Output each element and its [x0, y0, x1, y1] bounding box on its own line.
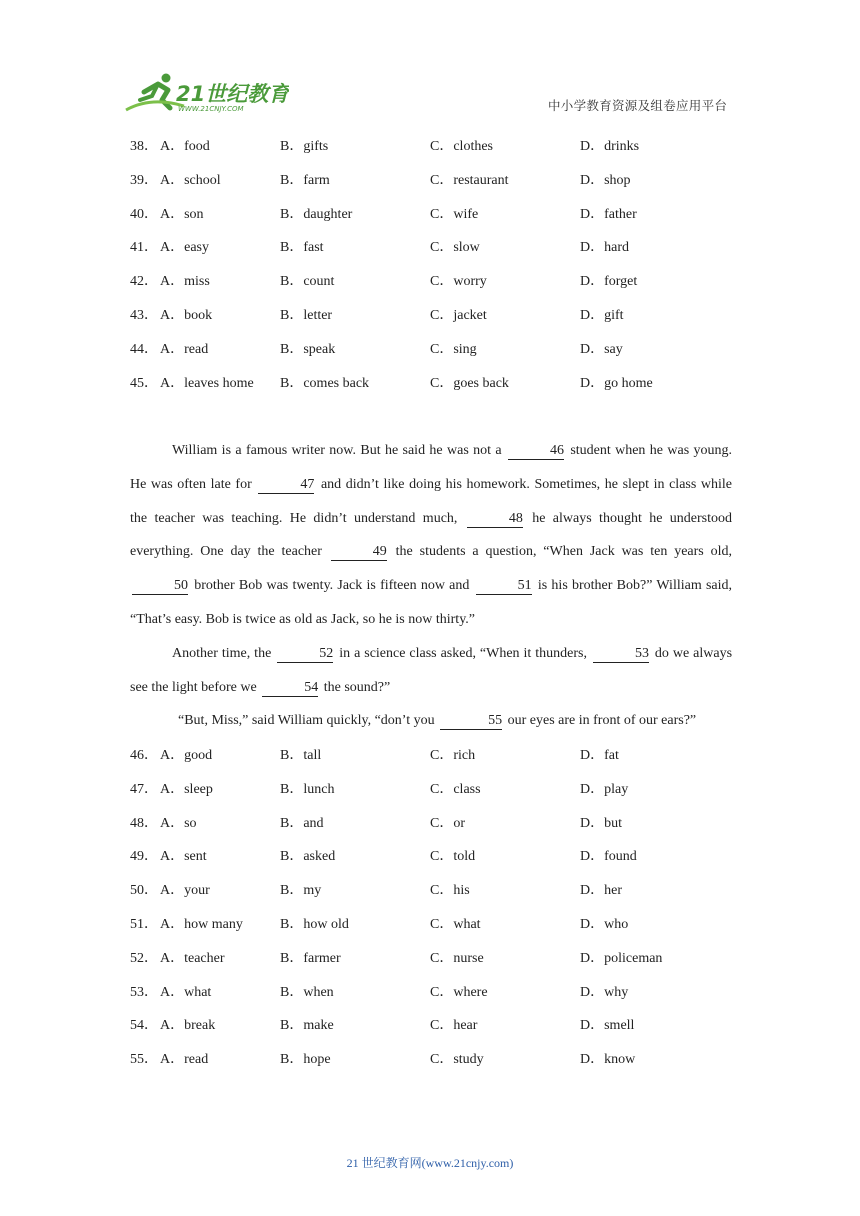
blank-46: 46: [508, 443, 564, 460]
passage-text: the students a question, “When Jack was ten years old,: [395, 544, 732, 560]
option-b: B．and: [280, 815, 324, 831]
passage-paragraph-3: [130, 704, 732, 738]
blank-49: 49: [331, 544, 387, 561]
passage-text: the sound?”: [323, 679, 391, 695]
question-row: [130, 942, 750, 976]
option-c: C．told: [430, 849, 476, 865]
question-row: [130, 807, 750, 841]
passage-text: brother Bob was twenty. Jack is fifteen now and: [194, 578, 470, 594]
question-number: 38．: [130, 139, 158, 154]
question-number: 53．: [130, 984, 158, 1000]
options-list-top: [130, 130, 750, 400]
passage-paragraph-2: [130, 637, 732, 705]
option-b: B．tall: [280, 748, 322, 763]
blank-51: 51: [476, 578, 532, 595]
option-c: C．clothes: [430, 139, 493, 154]
question-row: [130, 265, 750, 299]
option-b: B．speak: [280, 341, 336, 357]
question-row: [130, 198, 750, 232]
option-d: D．know: [580, 1052, 636, 1068]
option-c: C．study: [430, 1052, 484, 1068]
passage-paragraph-1: [130, 434, 732, 637]
option-c: C．sing: [430, 341, 477, 357]
option-d: D．why: [580, 984, 629, 1000]
passage-text: Another time, the: [172, 645, 272, 661]
logo-url: WWW.21CNJY.COM: [178, 105, 244, 113]
option-d: D．hard: [580, 240, 629, 256]
option-a: A．read: [160, 1052, 209, 1068]
option-d: D．found: [580, 849, 637, 865]
passage-text: “But, Miss,” said William quickly, “don’t you: [178, 713, 435, 729]
option-d: D．forget: [580, 274, 638, 290]
option-c: C．slow: [430, 240, 480, 256]
option-a: A．sleep: [160, 781, 213, 797]
question-number: 51．: [130, 916, 158, 932]
option-a: A．teacher: [160, 950, 225, 966]
question-number: 54．: [130, 1018, 158, 1034]
cloze-passage: [130, 434, 732, 738]
question-row: [130, 840, 750, 874]
question-row: [130, 1043, 750, 1077]
option-d: D．go home: [580, 375, 653, 391]
option-a: A．read: [160, 341, 209, 357]
option-a: A．food: [160, 139, 210, 154]
option-c: C．worry: [430, 274, 487, 290]
option-d: D．say: [580, 341, 623, 357]
question-number: 48．: [130, 815, 158, 831]
option-d: D．gift: [580, 307, 624, 323]
option-b: B．count: [280, 274, 335, 290]
option-d: D．who: [580, 916, 629, 932]
option-a: A．good: [160, 748, 213, 763]
option-d: D．but: [580, 815, 622, 831]
option-d: D．father: [580, 206, 637, 222]
question-row: [130, 130, 750, 164]
question-row: [130, 874, 750, 908]
site-logo: [124, 70, 289, 114]
option-b: B．make: [280, 1018, 334, 1034]
option-a: A．miss: [160, 274, 210, 290]
option-a: A．break: [160, 1018, 216, 1034]
option-c: C．his: [430, 883, 470, 899]
option-b: B．asked: [280, 849, 336, 865]
option-c: C．rich: [430, 748, 476, 763]
question-number: 46．: [130, 748, 158, 763]
question-number: 42．: [130, 274, 158, 290]
option-a: A．book: [160, 307, 213, 323]
option-b: B．when: [280, 984, 334, 1000]
option-d: D．drinks: [580, 139, 640, 154]
logo-text: 21世纪教育: [176, 82, 289, 106]
option-d: D．fat: [580, 748, 619, 763]
option-d: D．her: [580, 883, 622, 899]
option-c: C．jacket: [430, 307, 487, 323]
option-c: C．nurse: [430, 950, 484, 966]
option-a: A．leaves home: [160, 375, 254, 391]
option-b: B．daughter: [280, 206, 353, 222]
question-number: 50．: [130, 883, 158, 899]
blank-54: 54: [262, 680, 318, 697]
blank-53: 53: [593, 646, 649, 663]
question-number: 52．: [130, 950, 158, 966]
passage-text: and didn’t like doing his homework. Sometimes, he slept in class while the teacher was teaching. He didn’t understand much,: [130, 476, 732, 526]
passage-text: our eyes are in front of our ears?”: [507, 713, 697, 729]
option-b: B．fast: [280, 240, 324, 256]
passage-text: student when he was young. He was often late for: [130, 443, 732, 492]
option-b: B．farm: [280, 172, 330, 188]
question-row: [130, 976, 750, 1010]
option-b: B．farmer: [280, 950, 341, 966]
option-a: A．what: [160, 984, 212, 1000]
passage-text: William is a famous writer now. But he said he was not a: [172, 443, 502, 458]
option-a: A．easy: [160, 240, 209, 256]
question-number: 49．: [130, 849, 158, 865]
option-c: C．class: [430, 781, 481, 797]
option-a: A．so: [160, 815, 197, 831]
option-d: D．smell: [580, 1018, 635, 1034]
page-footer: 21 世纪教育网(www.21cnjy.com): [346, 1156, 514, 1170]
question-row: [130, 231, 750, 265]
option-c: C．goes back: [430, 375, 509, 391]
header-platform-text: 中小学教育资源及组卷应用平台: [548, 99, 728, 113]
option-b: B．hope: [280, 1052, 331, 1068]
option-c: C．wife: [430, 206, 479, 222]
passage-text: is his brother Bob?” William said, “That’s easy. Bob is twice as old as Jack, so he is now thirty.”: [130, 578, 732, 627]
option-d: D．play: [580, 781, 629, 797]
option-c: C．what: [430, 916, 481, 932]
passage-text: in a science class asked, “When it thunders,: [339, 645, 587, 661]
blank-48: 48: [467, 511, 523, 528]
question-row: [130, 164, 750, 198]
option-b: B．comes back: [280, 375, 370, 391]
question-row: [130, 299, 750, 333]
question-row: [130, 773, 750, 807]
option-c: C．restaurant: [430, 172, 509, 188]
question-row: [130, 333, 750, 367]
question-number: 41．: [130, 240, 158, 256]
question-number: 43．: [130, 307, 158, 323]
option-b: B．letter: [280, 307, 333, 323]
option-a: A．your: [160, 883, 210, 899]
logo-runner-icon: [124, 70, 289, 114]
question-row: [130, 908, 750, 942]
option-c: C．where: [430, 984, 488, 1000]
option-b: B．lunch: [280, 781, 335, 797]
option-d: D．policeman: [580, 950, 663, 966]
option-c: C．hear: [430, 1018, 478, 1034]
option-a: A．school: [160, 172, 221, 188]
options-list-bottom: [130, 739, 750, 1077]
question-number: 47．: [130, 781, 158, 797]
question-row: [130, 1009, 750, 1043]
question-row: [130, 367, 750, 401]
question-number: 40．: [130, 206, 158, 222]
question-number: 44．: [130, 341, 158, 357]
blank-52: 52: [277, 646, 333, 663]
blank-50: 50: [132, 578, 188, 595]
option-b: B．gifts: [280, 139, 329, 154]
question-number: 55．: [130, 1052, 158, 1068]
option-a: A．sent: [160, 849, 207, 865]
option-d: D．shop: [580, 172, 631, 188]
option-a: A．how many: [160, 916, 243, 932]
option-b: B．how old: [280, 916, 349, 932]
option-b: B．my: [280, 883, 322, 899]
question-row: [130, 739, 750, 773]
blank-55: 55: [440, 713, 502, 730]
option-c: C．or: [430, 815, 465, 831]
question-number: 39．: [130, 172, 158, 188]
option-a: A．son: [160, 206, 204, 222]
question-number: 45．: [130, 375, 158, 391]
passage-text: he always thought he understood everything. One day the teacher: [130, 510, 733, 560]
blank-47: 47: [258, 477, 314, 494]
passage-text: do we always see the light before we: [130, 645, 733, 695]
